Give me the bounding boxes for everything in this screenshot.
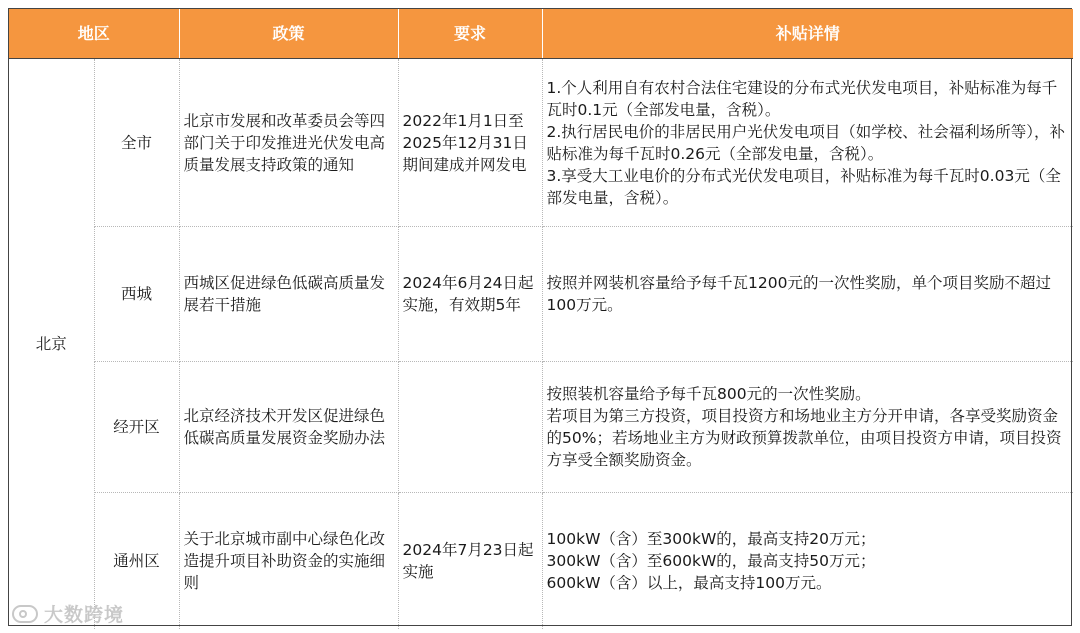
table-header-row	[9, 9, 1073, 59]
header-region: 地区	[9, 9, 179, 59]
header-policy: 政策	[179, 9, 398, 59]
policy-table-container	[8, 8, 1072, 626]
watermark-logo-icon	[12, 605, 38, 623]
policy-cell: 北京市发展和改革委员会等四部门关于印发推进光伏发电高质量发展支持政策的通知	[179, 59, 398, 227]
table-row	[9, 362, 1073, 493]
policy-table	[9, 9, 1073, 629]
policy-cell: 西城区促进绿色低碳高质量发展若干措施	[179, 227, 398, 362]
subsidy-cell: 按照并网装机容量给予每千瓦1200元的一次性奖励，单个项目奖励不超过100万元。	[542, 227, 1073, 362]
region-cell: 北京	[9, 59, 94, 630]
subsidy-cell: 1.个人利用自有农村合法住宅建设的分布式光伏发电项目，补贴标准为每千瓦时0.1元（全部发电量，含税）。 2.执行居民电价的非居民用户光伏发电项目（如学校、社会福利场所等），补贴标准为每千瓦时0.26元（全部发电量，含税）。 3.享受大工业电价的分布式光伏发电项目，补贴标准为每千瓦时0.03元（全部发电量，含税）。	[542, 59, 1073, 227]
requirement-cell: 2024年6月24日起实施，有效期5年	[398, 227, 542, 362]
policy-cell: 关于北京城市副中心绿色化改造提升项目补助资金的实施细则	[179, 493, 398, 630]
watermark-text: 大数跨境	[44, 604, 125, 626]
subsidy-cell: 100kW（含）至300kW的，最高支持20万元； 300kW（含）至600kW的，最高支持50万元； 600kW（含）以上，最高支持100万元。	[546, 530, 876, 592]
policy-cell: 北京经济技术开发区促进绿色低碳高质量发展资金奖励办法	[179, 362, 398, 493]
district-cell: 经开区	[94, 362, 179, 493]
table-row	[9, 493, 1073, 630]
header-requirement: 要求	[398, 9, 542, 59]
requirement-cell: 2022年1月1日至2025年12月31日期间建成并网发电	[398, 59, 542, 227]
watermark	[12, 600, 124, 627]
table-row	[9, 227, 1073, 362]
district-cell: 全市	[94, 59, 179, 227]
district-cell: 西城	[94, 227, 179, 362]
requirement-cell	[398, 362, 542, 493]
district-cell: 通州区	[94, 493, 179, 630]
requirement-cell: 2024年7月23日起实施	[398, 493, 542, 630]
header-subsidy: 补贴详情	[542, 9, 1073, 59]
table-row	[9, 59, 1073, 227]
subsidy-cell: 按照装机容量给予每千瓦800元的一次性奖励。 若项目为第三方投资，项目投资方和场地业主方分开申请，各享受奖励资金的50%；若场地业主方为财政预算拨款单位，由项目投资方申请，项目投资方享受全额奖励资金。	[542, 362, 1073, 493]
